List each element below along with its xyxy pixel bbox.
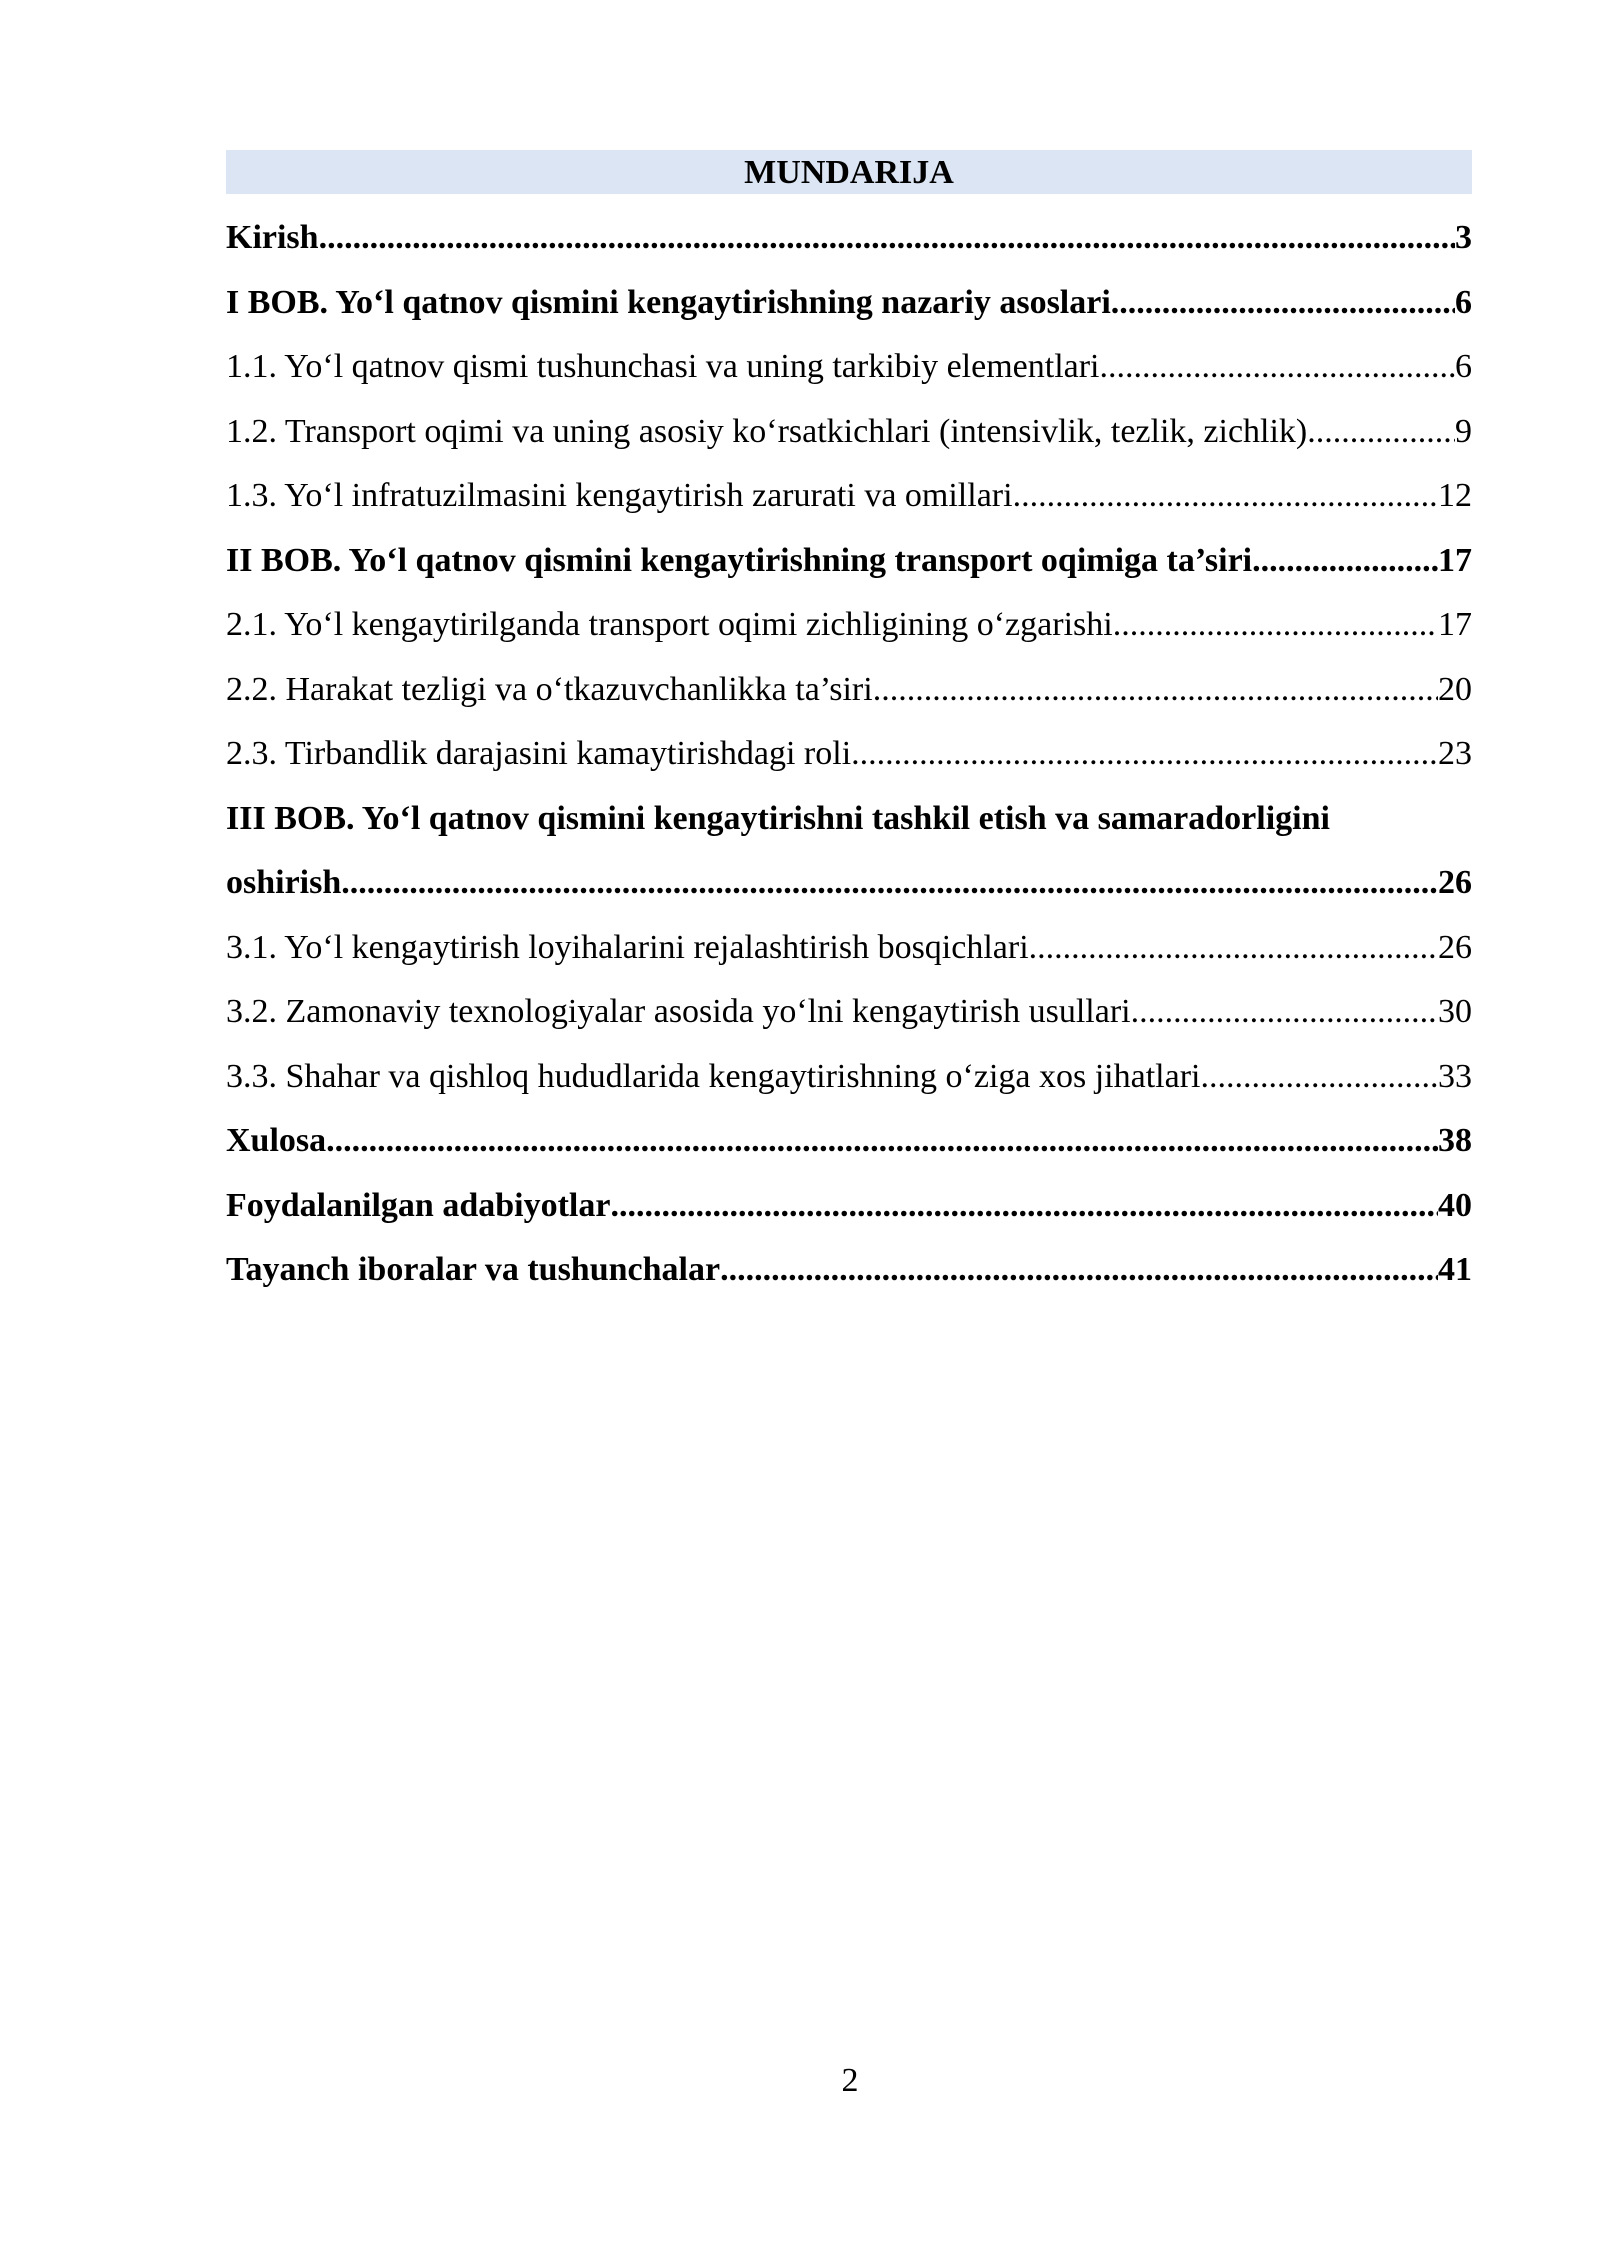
toc-entry-section-3-2[interactable] (226, 980, 1472, 1045)
toc-dot-leader (720, 1238, 1438, 1303)
toc-dot-leader (341, 851, 1438, 916)
toc-dot-leader (610, 1174, 1438, 1239)
toc-entry-title: III BOB. Yo‘l qatnov qismini kengaytirishni tashkil etish va samaradorligini (226, 799, 1330, 837)
toc-heading: MUNDARIJA (226, 150, 1472, 194)
toc-entry-page: 26 (1438, 928, 1472, 966)
toc-entry-title: 1.3. Yo‘l infratuzilmasini kengaytirish zarurati va omillari (226, 477, 1013, 514)
toc-entry-title: 3.1. Yo‘l kengaytirish loyihalarini rejalashtirish bosqichlari (226, 928, 1029, 966)
toc-entry-title: oshirish (226, 864, 342, 901)
toc-entry-section-1-3[interactable] (226, 464, 1472, 529)
toc-entry-page: 33 (1438, 1057, 1472, 1095)
toc-entry-section-2-2[interactable] (226, 658, 1472, 723)
toc-dot-leader (1111, 271, 1455, 336)
toc-dot-leader (319, 206, 1455, 271)
toc-entry-page: 23 (1438, 735, 1472, 772)
toc-dot-leader (1200, 1045, 1438, 1110)
toc-dot-leader (1100, 335, 1455, 400)
toc-dot-leader (1307, 400, 1455, 465)
toc-entry-chapter-3[interactable] (226, 851, 1472, 916)
toc-entry-section-2-3[interactable] (226, 722, 1472, 787)
toc-entry-section-3-3[interactable] (226, 1045, 1472, 1110)
toc-entry-page: 17 (1438, 606, 1472, 643)
toc-entry-page: 20 (1438, 670, 1472, 708)
toc-entry-title: 2.3. Tirbandlik darajasini kamaytirishdagi roli (226, 735, 852, 772)
toc-entry-kirish[interactable] (226, 206, 1472, 271)
toc-entry-page: 6 (1455, 283, 1472, 321)
toc-entry-title: 3.2. Zamonaviy texnologiyalar asosida yo‘lni kengaytirish usullari (226, 993, 1131, 1030)
toc-entry-section-3-1[interactable] (226, 916, 1472, 981)
toc-entry-title: Tayanch iboralar va tushunchalar (226, 1251, 721, 1288)
toc-dot-leader (326, 1109, 1438, 1174)
toc-entry-title: Foydalanilgan adabiyotlar (226, 1186, 611, 1224)
toc-entry-title: 3.3. Shahar va qishloq hududlarida kengaytirishning o‘ziga xos jihatlari (226, 1057, 1201, 1095)
toc-entry-chapter-1[interactable] (226, 271, 1472, 336)
toc-entry-xulosa[interactable] (226, 1109, 1472, 1174)
toc-entry-page: 41 (1438, 1251, 1472, 1288)
toc-entry-chapter-2[interactable] (226, 529, 1472, 594)
toc-dot-leader (851, 722, 1438, 787)
toc-entry-page: 6 (1455, 348, 1472, 385)
toc-entry-page: 40 (1438, 1186, 1472, 1224)
toc-entry-title: II BOB. Yo‘l qatnov qismini kengaytirishning transport oqimiga ta’siri (226, 541, 1253, 579)
toc-entry-page: 12 (1438, 477, 1472, 514)
toc-entry-references[interactable] (226, 1174, 1472, 1239)
page-number: 2 (841, 2062, 859, 2099)
toc-dot-leader (1252, 529, 1438, 594)
toc-entry-glossary[interactable] (226, 1238, 1472, 1303)
toc-entry-title: 2.2. Harakat tezligi va o‘tkazuvchanlikka ta’siri (226, 670, 873, 708)
toc-entry-section-1-1[interactable] (226, 335, 1472, 400)
toc-entry-chapter-3-line-1[interactable] (226, 787, 1472, 852)
toc-entry-title: I BOB. Yo‘l qatnov qismini kengaytirishning nazariy asoslari (226, 283, 1111, 321)
toc-dot-leader (1131, 980, 1438, 1045)
toc-entry-title: Kirish (226, 219, 319, 256)
toc-entry-page: 30 (1438, 993, 1472, 1030)
toc-entry-page: 26 (1438, 864, 1472, 901)
toc-entry-title: Xulosa (226, 1122, 327, 1159)
toc-entry-title: 2.1. Yo‘l kengaytirilganda transport oqimi zichligining o‘zgarishi (226, 606, 1113, 643)
toc-entry-page: 3 (1455, 219, 1472, 256)
table-of-contents (226, 206, 1472, 1303)
toc-dot-leader (1113, 593, 1438, 658)
toc-entry-section-1-2[interactable] (226, 400, 1472, 465)
toc-entry-title: 1.2. Transport oqimi va uning asosiy ko‘rsatkichlari (intensivlik, tezlik, zichlik) (226, 412, 1308, 450)
toc-dot-leader (1013, 464, 1438, 529)
toc-dot-leader (873, 658, 1438, 723)
toc-entry-section-2-1[interactable] (226, 593, 1472, 658)
toc-entry-page: 17 (1438, 541, 1472, 579)
toc-entry-title: 1.1. Yo‘l qatnov qismi tushunchasi va uning tarkibiy elementlari (226, 348, 1100, 385)
toc-entry-page: 9 (1455, 412, 1472, 450)
toc-entry-page: 38 (1438, 1122, 1472, 1159)
toc-dot-leader (1029, 916, 1438, 981)
